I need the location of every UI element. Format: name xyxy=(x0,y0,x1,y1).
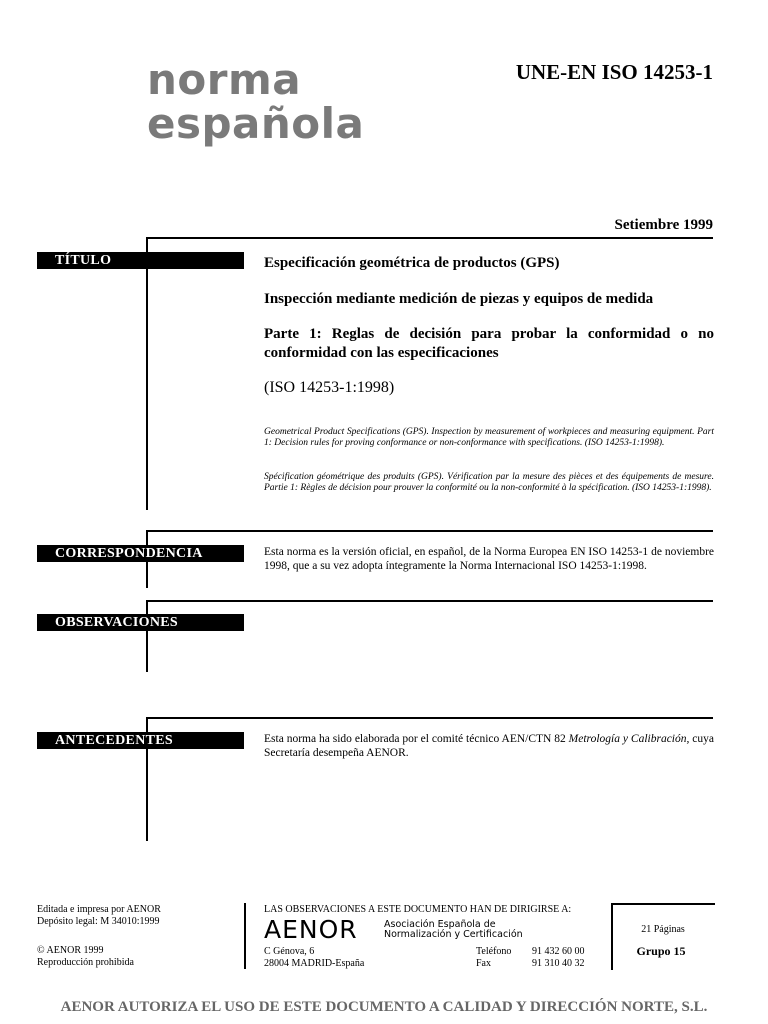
telefono-value: 91 432 60 00 xyxy=(532,946,585,957)
footer-divider xyxy=(244,903,246,969)
publication-date: Setiembre 1999 xyxy=(614,217,713,233)
observaciones-note: LAS OBSERVACIONES A ESTE DOCUMENTO HAN DE DIRIGIRSE A: xyxy=(264,904,572,915)
aenor-subtitle-line-1: Asociación Española de xyxy=(384,919,496,930)
contact-values xyxy=(532,946,585,970)
telefono-label: Teléfono xyxy=(476,946,512,957)
address-line-1: C Génova, 6 xyxy=(264,946,315,957)
reproduccion-text: Reproducción prohibida xyxy=(37,957,134,968)
aenor-address xyxy=(264,946,364,970)
brand-title xyxy=(147,55,365,148)
footer-copyright xyxy=(37,945,134,969)
aenor-logo-subtitle xyxy=(384,920,523,940)
title-french: Spécification géométrique des produits (GPS). Vérification par la mesure des pièces et des équipements de mesure. Partie 1: Règles de décision pour prouver la conformité ou la non-conformité à la spécification. (ISO 14253-1:1998). xyxy=(264,472,714,493)
vertical-rule-observaciones xyxy=(146,600,148,672)
divider-observaciones xyxy=(147,600,713,602)
contact-labels xyxy=(476,946,511,970)
section-label-observaciones: OBSERVACIONES xyxy=(37,614,244,631)
standard-code: UNE-EN ISO 14253-1 xyxy=(515,60,713,84)
divider-top xyxy=(147,237,713,239)
vertical-rule-titulo xyxy=(146,237,148,510)
antecedentes-text-start: Esta norma ha sido elaborada por el comité técnico AEN/CTN 82 xyxy=(264,733,569,745)
title-english: Geometrical Product Specifications (GPS). Inspection by measurement of workpieces and measuring equipment. Part 1: Decision rules for proving conformance or non-conformance with specifications. (ISO 14253-1:1998). xyxy=(264,427,714,448)
title-spanish-2: Inspección mediante medición de piezas y equipos de medida xyxy=(264,291,654,307)
title-spanish-3: Parte 1: Reglas de decisión para probar la conformidad o no conformidad con las especificaciones xyxy=(264,326,714,361)
footer-editorial xyxy=(37,904,161,928)
correspondencia-text: Esta norma es la versión oficial, en español, de la Norma Europea EN ISO 14253-1 de noviembre 1998, que a su vez adopta íntegramente la Norma Internacional ISO 14253-1:1998. xyxy=(264,546,714,572)
section-label-antecedentes: ANTECEDENTES xyxy=(37,732,244,749)
address-line-2: 28004 MADRID-España xyxy=(264,958,365,969)
copyright-text: © AENOR 1999 xyxy=(37,945,104,956)
antecedentes-committee-name: Metrología y Calibración, xyxy=(568,733,690,745)
fax-value: 91 310 40 32 xyxy=(532,958,585,969)
brand-line-2: española xyxy=(147,99,365,148)
divider-antecedentes xyxy=(147,717,713,719)
authorization-notice: AENOR AUTORIZA EL USO DE ESTE DOCUMENTO A CALIDAD Y DIRECCIÓN NORTE, S.L. xyxy=(60,999,708,1015)
price-group: Grupo 15 xyxy=(636,944,686,958)
aenor-logo: AENOR xyxy=(264,915,358,944)
fax-label: Fax xyxy=(476,958,491,969)
editada-text: Editada e impresa por AENOR xyxy=(37,904,161,915)
divider-correspondencia xyxy=(147,530,713,532)
antecedentes-text xyxy=(264,732,714,760)
section-label-titulo: TÍTULO xyxy=(37,252,244,269)
aenor-subtitle-line-2: Normalización y Certificación xyxy=(384,929,523,940)
antecedentes-text-end: cuya Secretaría desempeña AENOR. xyxy=(264,733,714,759)
deposito-text: Depósito legal: M 34010:1999 xyxy=(37,916,160,927)
title-spanish-1: Especificación geométrica de productos (GPS) xyxy=(264,255,560,271)
brand-line-1: norma xyxy=(147,55,302,104)
section-label-correspondencia: CORRESPONDENCIA xyxy=(37,545,244,562)
pages-group-box xyxy=(611,903,715,970)
page-count: 21 Páginas xyxy=(641,924,685,935)
iso-reference: (ISO 14253-1:1998) xyxy=(264,379,395,396)
